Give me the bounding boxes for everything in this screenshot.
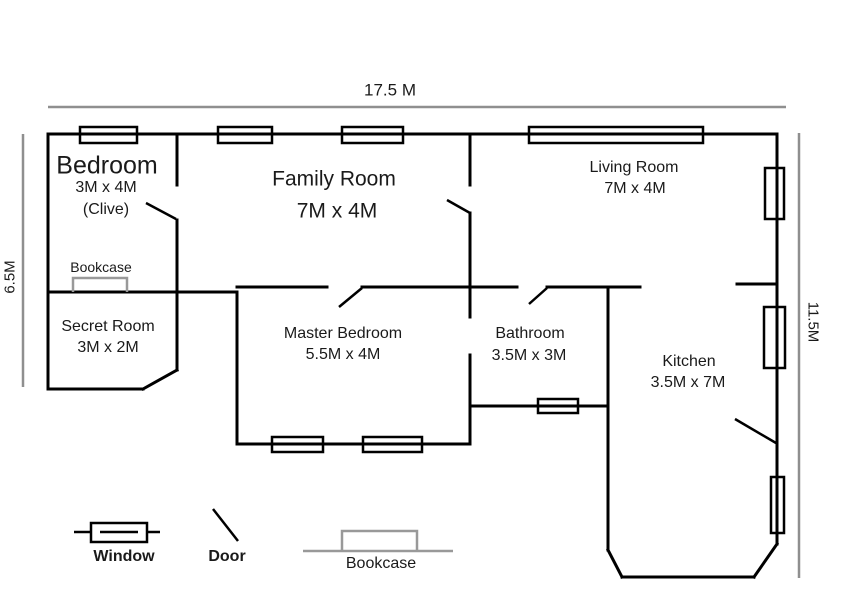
legend-door-icon xyxy=(213,509,238,541)
dimension-width-label: 17.5 M xyxy=(364,80,416,100)
legend-window-label: Window xyxy=(93,548,155,565)
bathroom-size: 3.5M x 3M xyxy=(491,347,567,364)
doors xyxy=(146,200,776,443)
living-room-size: 7M x 4M xyxy=(604,180,666,197)
living-room-side-window-symbol xyxy=(765,168,784,219)
legend-door-label: Door xyxy=(208,548,246,565)
secret-room-name: Secret Room xyxy=(61,318,155,335)
master-bedroom-name: Master Bedroom xyxy=(283,325,403,342)
kitchen-chamfer-right xyxy=(754,544,777,577)
kitchen-door-symbol xyxy=(735,419,776,443)
master-bedroom-door-symbol xyxy=(339,288,362,307)
bedroom-note: (Clive) xyxy=(82,201,130,218)
family-room-size: 7M x 4M xyxy=(296,199,378,223)
legend-bookcase-label: Bookcase xyxy=(345,555,417,572)
bedroom-name: Bedroom xyxy=(56,151,158,180)
family-room-name: Family Room xyxy=(272,167,396,191)
legend-bookcase-icon xyxy=(342,531,417,551)
living-room-name: Living Room xyxy=(589,159,679,176)
windows xyxy=(80,127,785,533)
kitchen-name: Kitchen xyxy=(662,353,716,370)
bathroom-name: Bathroom xyxy=(495,325,565,342)
bookcases xyxy=(73,278,127,292)
bedroom-bookcase-label: Bookcase xyxy=(70,259,132,275)
dimension-left-height-label: 6.5M xyxy=(1,260,19,294)
legend-symbols xyxy=(74,509,453,551)
dimension-right-height-label: 11.5M xyxy=(804,301,822,343)
family-living-door-symbol xyxy=(447,200,470,213)
bedroom-bookcase-symbol xyxy=(73,278,127,292)
bathroom-door-symbol xyxy=(529,288,547,304)
kitchen-window1-symbol xyxy=(764,307,785,368)
bedroom-size: 3M x 4M xyxy=(75,179,137,196)
kitchen-size: 3.5M x 7M xyxy=(650,374,726,391)
secret-room-chamfer-wall xyxy=(143,370,177,389)
kitchen-chamfer-left xyxy=(608,550,622,577)
master-bedroom-size: 5.5M x 4M xyxy=(305,346,381,363)
secret-room-size: 3M x 2M xyxy=(77,339,139,356)
bedroom-door-symbol xyxy=(146,203,176,219)
